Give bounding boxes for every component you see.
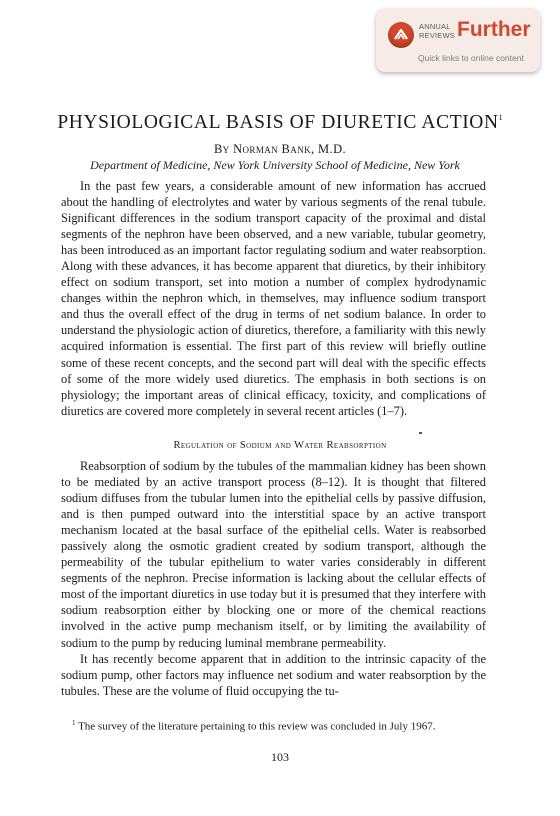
further-tagline: Quick links to online content	[418, 53, 524, 63]
footnote-mark: 1	[72, 719, 76, 727]
title-footnote-mark: 1	[498, 113, 503, 122]
further-badge[interactable]	[376, 8, 540, 72]
intro-section	[61, 178, 486, 419]
article-author: By Norman Bank, M.D.	[213, 142, 347, 156]
article-title: PHYSIOLOGICAL BASIS OF DIURETIC ACTION$^1$	[57, 112, 503, 133]
footnote-text: The survey of the literature pertaining to this review was concluded in July 1967.	[78, 720, 436, 733]
intro-paragraph: In the past few years, a considerable amount of new information has accrued about the handling of electrolytes and water by various segments of the renal tubule. Significant differences in the sodium transport capacity of the proximal and distal segments of the nephron have been observed, and a new variable, tubular geometry, has been introduced as an important factor regulating sodium and water reabsorption. Along with these advances, it has become apparent that diuretics, by their inhibitory effect on sodium transport, set into motion a number of complex hydrodynamic changes within the nephron which, in themselves, may influence sodium transport and thus the overall effect of the drug in terms of net sodium balance. In order to understand the physiologic action of diuretics, therefore, a familiarity with this newly acquired information is essential. The first part of this review will briefly outline some of these recent concepts, and the second part will deal with the specific effects of some of the more widely used diuretics. The emphasis in both sections is on physiology; the important areas of clinical efficacy, toxicity, and complications of diuretics are covered more completely in several recent articles (1–7).	[61, 179, 486, 418]
page-number: 103	[271, 750, 289, 764]
annual-reviews-brand: ANNUAL REVIEWS	[419, 22, 455, 40]
regulation-section	[61, 458, 486, 699]
section-heading: Regulation of Sodium and Water Reabsorption	[173, 440, 387, 451]
article-affiliation: Department of Medicine, New York University School of Medicine, New York	[90, 158, 460, 172]
annual-reviews-logo-icon	[388, 22, 414, 48]
section-paragraph-1: Reabsorption of sodium by the tubules of the mammalian kidney has been shown to be mediated by an active transport process (8–12). It is thought that filtered sodium diffuses from the tubular lumen into the epithelial cells by passive diffusion, and is then pumped outward into the interstitial space by an active transport mechanism located at the basal surface of the epithelial cells. Water is reabsorbed passively along the osmotic gradient created by sodium transport, although the permeability of the tubular epithelium to water varies considerably in different segments of the nephron. Precise information is lacking about the cellular effects of most of the important diuretics in use today but it is presumed that they interfere with sodium reabsorption either by blocking one or more of the chemical reactions involved in the active pump mechanism itself, or by limiting the availability of sodium to the pump by reducing luminal membrane permeability.	[61, 459, 486, 650]
footnote	[61, 716, 486, 734]
section-paragraph-2: It has recently become apparent that in addition to the intrinsic capacity of the sodium pump, other factors may influence net sodium and water reabsorption by the tubules. These are the volume of fluid occupying the tu-	[61, 651, 486, 698]
further-label: Further	[457, 18, 531, 41]
stray-mark	[419, 432, 422, 434]
